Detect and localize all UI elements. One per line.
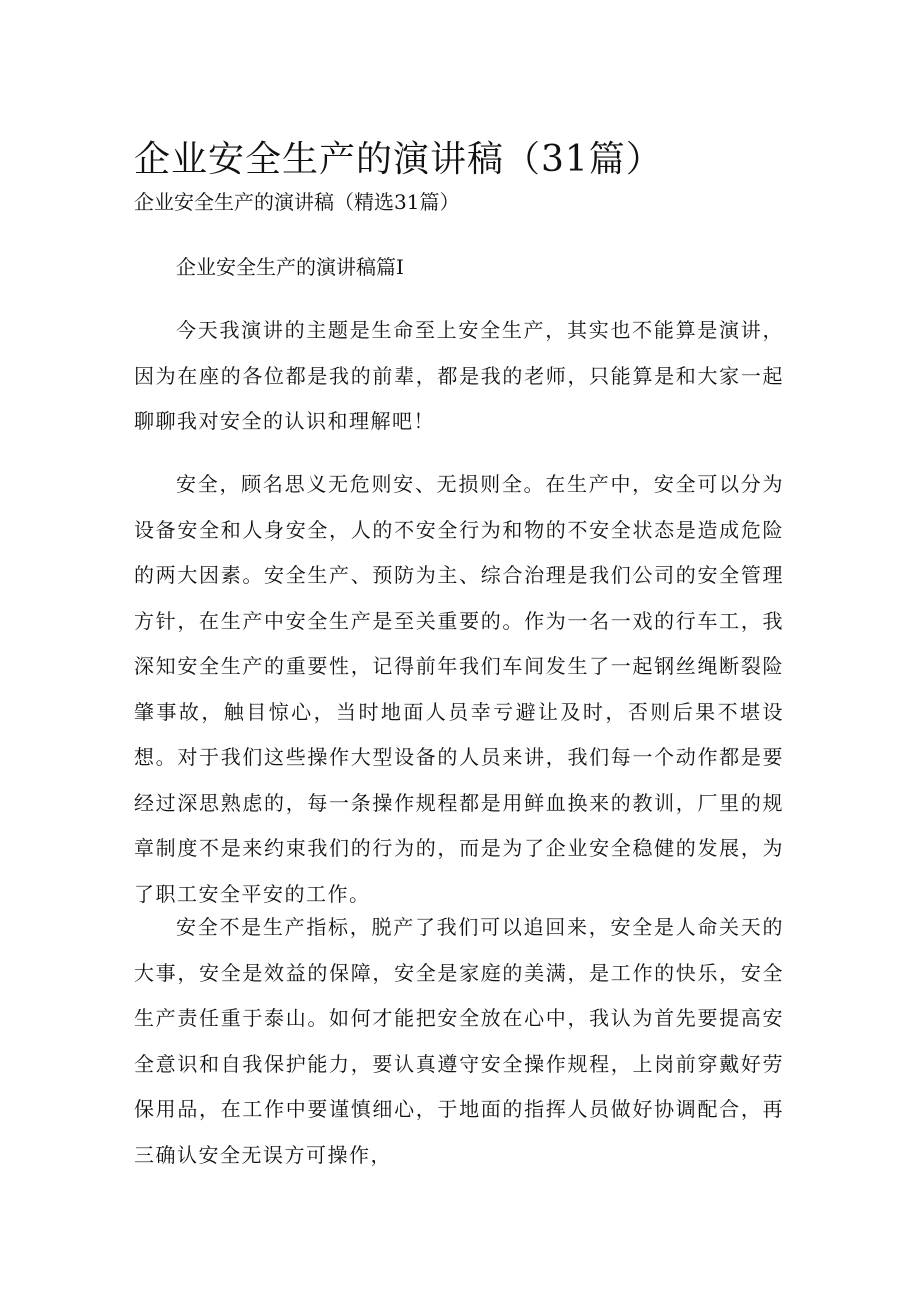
paragraph-3: 安全不是生产指标，脱产了我们可以追回来，安全是人命关天的大事，安全是效益的保障，安全是家庭的美满，是工作的快乐，安全生产责任重于泰山。如何才能把安全放在心中，我认为首先要提高安全意识和自我保护能力，要认真遵守安全操作规程，上岗前穿戴好劳保用品，在工作中要谨慎细心，于地面的指挥人员做好协调配合，再三确认安全无误方可操作，	[134, 915, 784, 1167]
paragraph-1: 今天我演讲的主题是生命至上安全生产，其实也不能算是演讲，因为在座的各位都是我的前辈，都是我的老师，只能算是和大家一起聊聊我对安全的认识和理解吧！	[134, 318, 784, 433]
document-title: 企业安全生产的演讲稿（31篇）	[134, 139, 663, 181]
document-subtitle: 企业安全生产的演讲稿（精选31篇）	[134, 190, 460, 214]
section-heading: 企业安全生产的演讲稿篇I	[176, 255, 404, 279]
paragraph-2: 安全，顾名思义无危则安、无损则全。在生产中，安全可以分为设备安全和人身安全，人的不安全行为和物的不安全状态是造成危险的两大因素。安全生产、预防为主、综合治理是我们公司的安全管理方针，在生产中安全生产是至关重要的。作为一名一戏的行车工，我深知安全生产的重要性，记得前年我们车间发生了一起钢丝绳断裂险肇事故，触目惊心，当时地面人员幸亏避让及时，否则后果不堪设想。对于我们这些操作大型设备的人员来讲，我们每一个动作都是要经过深思熟虑的，每一条操作规程都是用鲜血换来的教训，厂里的规章制度不是来约束我们的行为的，而是为了企业安全稳健的发展，为了职工安全平安的工作。	[134, 472, 784, 906]
